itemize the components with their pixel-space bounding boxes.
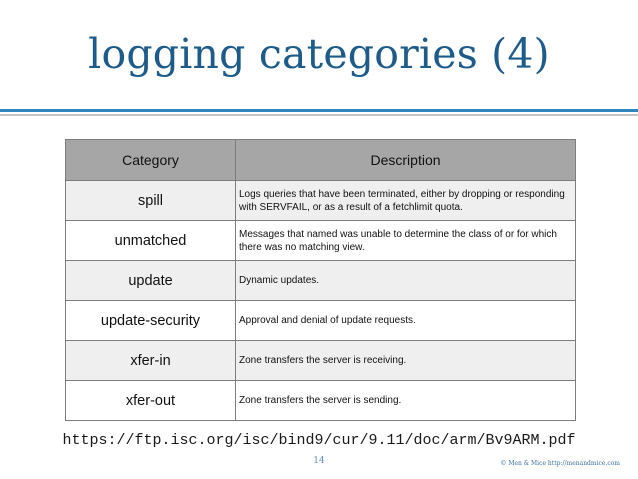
- category-cell: update: [66, 261, 236, 301]
- description-cell: Zone transfers the server is sending.: [236, 381, 576, 421]
- title-underline-blue: [0, 109, 638, 112]
- description-cell: Dynamic updates.: [236, 261, 576, 301]
- table-header-row: [66, 140, 576, 181]
- header-category: Category: [66, 140, 236, 181]
- reference-url[interactable]: https://ftp.isc.org/isc/bind9/cur/9.11/doc/arm/Bv9ARM.pdf: [62, 432, 576, 449]
- category-cell: xfer-in: [66, 341, 236, 381]
- copyright-notice: © Men & Mice http://menandmice.com: [500, 460, 620, 467]
- description-cell: Logs queries that have been terminated, either by dropping or responding with SERVFAIL, or as a result of a fetchlimit quota.: [236, 181, 576, 221]
- page-number: 14: [313, 456, 325, 466]
- table-row: [66, 261, 576, 301]
- logging-categories-table: [65, 139, 576, 421]
- table-row: [66, 181, 576, 221]
- category-cell: xfer-out: [66, 381, 236, 421]
- title-underline-grey: [0, 114, 638, 116]
- slide-title: logging categories (4): [88, 30, 550, 78]
- description-cell: Messages that named was unable to determine the class of or for which there was no matching view.: [236, 221, 576, 261]
- table-row: [66, 341, 576, 381]
- description-cell: Zone transfers the server is receiving.: [236, 341, 576, 381]
- description-cell: Approval and denial of update requests.: [236, 301, 576, 341]
- table-row: [66, 301, 576, 341]
- category-cell: unmatched: [66, 221, 236, 261]
- table-row: [66, 381, 576, 421]
- category-cell: update-security: [66, 301, 236, 341]
- category-cell: spill: [66, 181, 236, 221]
- table-row: [66, 221, 576, 261]
- header-description: Description: [236, 140, 576, 181]
